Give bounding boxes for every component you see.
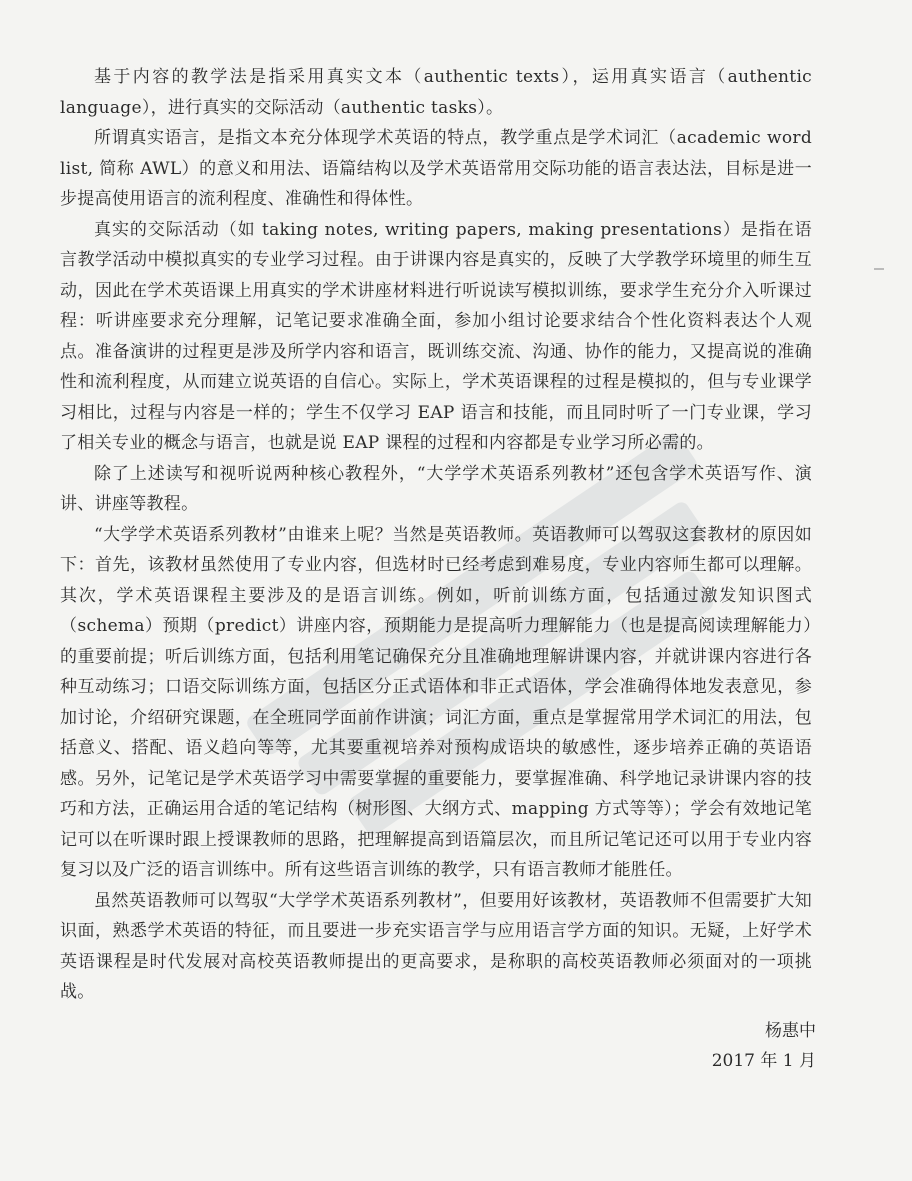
paragraph: 除了上述读写和视听说两种核心教程外，“大学学术英语系列教材”还包含学术英语写作、演讲、讲座等教程。	[60, 463, 812, 514]
author-name: 杨惠中	[765, 1021, 816, 1041]
signature-date: 2017 年 1 月	[711, 1051, 816, 1071]
paragraph: “大学学术英语系列教材”由谁来上呢？当然是英语教师。英语教师可以驾驭这套教材的原因如下：首先，该教材虽然使用了专业内容，但选材时已经考虑到难易度，专业内容师生都可以理解。其次，学术英语课程主要涉及的是语言训练。例如，听前训练方面，包括通过激发知识图式（schema）预期（predict）讲座内容，预期能力是提高听力理解能力（也是提高阅读理解能力）的重要前提；听后训练方面，包括利用笔记确保充分且准确地理解讲课内容，并就讲课内容进行各种互动练习；口语交际训练方面，包括区分正式语体和非正式语体，学会准确得体地发表意见，参加讨论，介绍研究课题，在全班同学面前作讲演；词汇方面，重点是掌握常用学术词汇的用法，包括意义、搭配、语义趋向等等，尤其要重视培养对预构成语块的敏感性，逐步培养正确的英语语感。另外，记笔记是学术英语学习中需要掌握的重要能力，要掌握准确、科学地记录讲课内容的技巧和方法，正确运用合适的笔记结构（树形图、大纲方式、mapping 方式等等）；学会有效地记笔记可以在听课时跟上授课教师的思路，把理解提高到语篇层次，而且所记笔记还可以用于专业内容复习以及广泛的语言训练中。所有这些语言训练的教学，只有语言教师才能胜任。	[60, 524, 812, 880]
signature-block	[712, 1016, 816, 1076]
paragraph: 基于内容的教学法是指采用真实文本（authentic texts），运用真实语言（authentic language），进行真实的交际活动（authentic tasks）。	[60, 67, 812, 118]
paragraph: 虽然英语教师可以驾驭“大学学术英语系列教材”，但要用好该教材，英语教师不但需要扩大知识面，熟悉学术英语的特征，而且要进一步充实语言学与应用语言学方面的知识。无疑，上好学术英语课程是时代发展对高校英语教师提出的更高要求，是称职的高校英语教师必须面对的一项挑战。	[60, 890, 812, 1002]
paragraph: 真实的交际活动（如 taking notes, writing papers, making presentations）是指在语言教学活动中模拟真实的专业学习过程。由于讲课内容是真实的，反映了大学教学环境里的师生互动，因此在学术英语课上用真实的学术讲座材料进行听说读写模拟训练，要求学生充分介入听课过程：听讲座要求充分理解，记笔记要求准确全面，参加小组讨论要求结合个性化资料表达个人观点。准备演讲的过程更是涉及所学内容和语言，既训练交流、沟通、协作的能力，又提高说的准确性和流利程度，从而建立说英语的自信心。实际上，学术英语课程的过程是模拟的，但与专业课学习相比，过程与内容是一样的；学生不仅学习 EAP 语言和技能，而且同时听了一门专业课，学习了相关专业的概念与语言，也就是说 EAP 课程的过程和内容都是专业学习所必需的。	[60, 219, 812, 453]
document-body	[60, 62, 812, 1008]
margin-mark	[874, 268, 884, 270]
paragraph: 所谓真实语言，是指文本充分体现学术英语的特点，教学重点是学术词汇（academic word list, 简称 AWL）的意义和用法、语篇结构以及学术英语常用交际功能的语言表达法，目标是进一步提高使用语言的流利程度、准确性和得体性。	[60, 128, 812, 209]
